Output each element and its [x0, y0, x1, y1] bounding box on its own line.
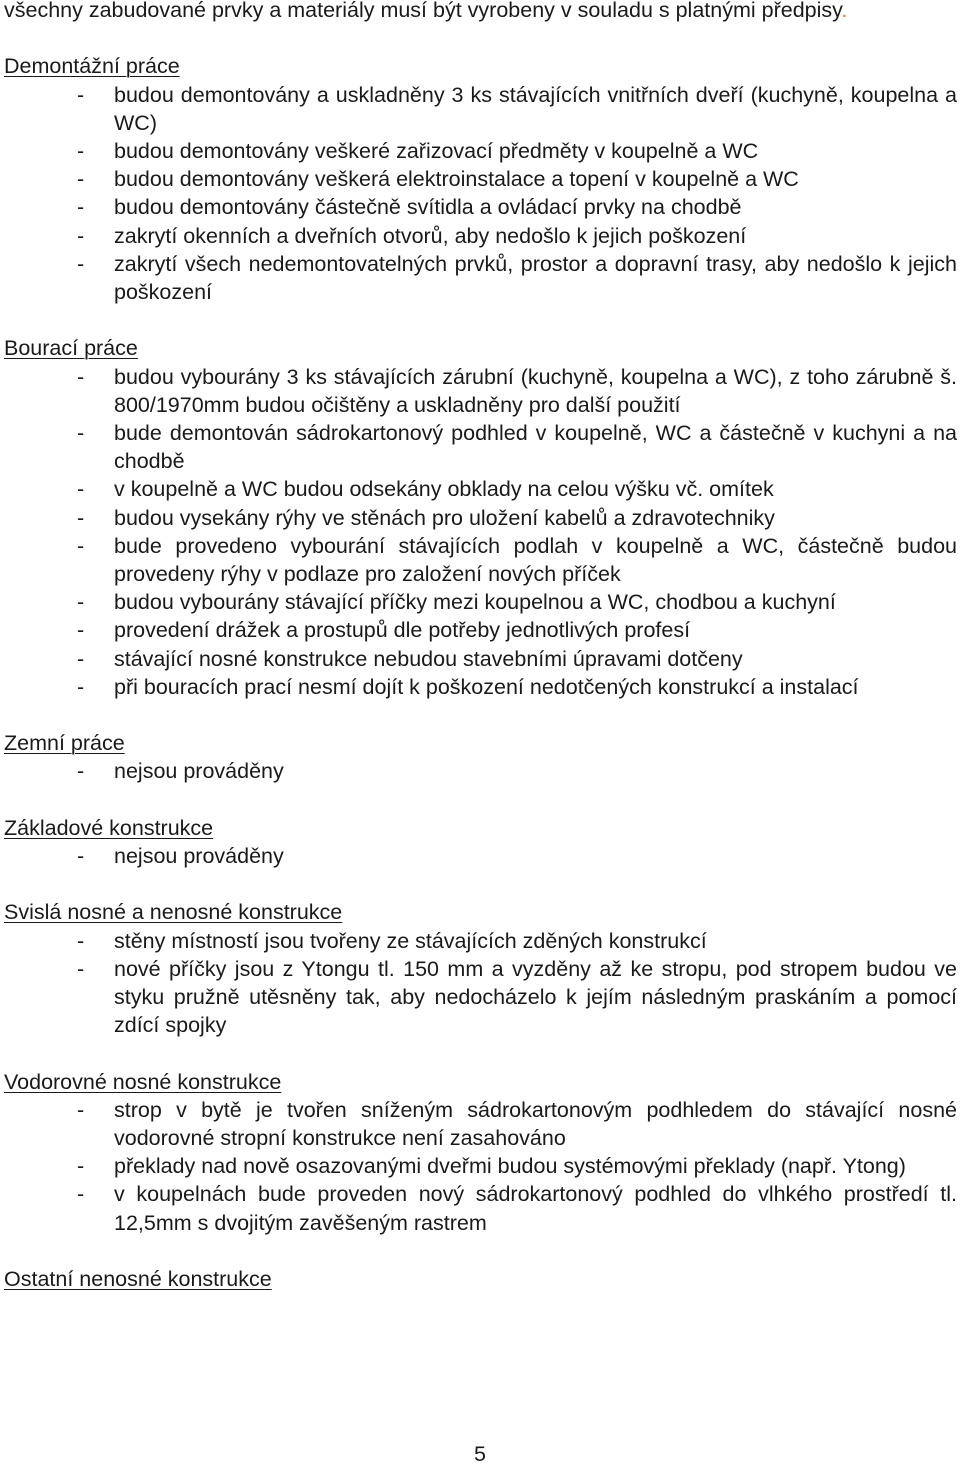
dash-bullet: - [77, 1182, 85, 1207]
list-item [4, 363, 957, 419]
dash-bullet: - [77, 759, 85, 784]
bullet-list [4, 81, 957, 307]
list-item-text: budou demontovány veškerá elektroinstalace a topení v koupelně a WC [114, 167, 799, 192]
list-item-text: stěny místností jsou tvořeny ze stávajících zděných konstrukcí [114, 928, 707, 953]
bullet-list [4, 757, 957, 785]
intro-text: všechny zabudované prvky a materiály musí být vyrobeny v souladu s platnými předpisy [4, 0, 842, 22]
list-item [4, 193, 957, 221]
dash-bullet: - [77, 167, 85, 192]
section-heading: Základové konstrukce [4, 815, 214, 840]
section-heading: Vodorovné nosné konstrukce [4, 1069, 282, 1094]
section-heading: Ostatní nenosné konstrukce [4, 1267, 272, 1292]
list-item [4, 955, 957, 1040]
list-item [4, 137, 957, 165]
dash-bullet: - [77, 844, 85, 869]
dash-bullet: - [77, 646, 85, 671]
dash-bullet: - [77, 477, 85, 502]
dash-bullet: - [77, 590, 85, 615]
dash-bullet: - [77, 195, 85, 220]
list-item-text: strop v bytě je tvořen sníženým sádrokartonovým podhledem do stávající nosné vodorovné stropní konstrukce není zasahováno [114, 1097, 957, 1151]
dash-bullet: - [77, 533, 85, 558]
dash-bullet: - [77, 251, 85, 276]
section-heading: Bourací práce [4, 336, 138, 361]
list-item [4, 1096, 957, 1152]
list-item [4, 927, 957, 955]
section-bouraci [4, 334, 957, 701]
list-item [4, 842, 957, 870]
list-item [4, 532, 957, 588]
document-page [4, 0, 957, 1321]
list-item [4, 165, 957, 193]
section-zemni [4, 729, 957, 785]
dash-bullet: - [77, 139, 85, 163]
list-item-text: nejsou prováděny [114, 844, 284, 869]
list-item [4, 222, 957, 250]
list-item [4, 645, 957, 673]
list-item-text: v koupelnách bude proveden nový sádrokartonový podhled do vlhkého prostředí tl. 12,5mm s dvojitým zavěšeným rastrem [114, 1182, 957, 1235]
bullet-list [4, 1096, 957, 1237]
intro-paragraph [4, 0, 957, 24]
list-item [4, 419, 957, 475]
list-item-text: budou vybourány stávající příčky mezi koupelnou a WC, chodbou a kuchyní [114, 590, 836, 615]
list-item-text: stávající nosné konstrukce nebudou stavebními úpravami dotčeny [114, 646, 743, 671]
list-item [4, 504, 957, 532]
section-zakladove [4, 814, 957, 870]
list-item [4, 1180, 957, 1236]
section-svisle [4, 898, 957, 1039]
section-heading: Svislá nosné a nenosné konstrukce [4, 900, 343, 925]
list-item-text: v koupelně a WC budou odsekány obklady na celou výšku vč. omítek [114, 477, 774, 502]
list-item-text: zakrytí všech nedemontovatelných prvků, prostor a dopravní trasy, aby nedošlo k jejich poškození [114, 251, 957, 305]
list-item-text: provedení drážek a prostupů dle potřeby jednotlivých profesí [114, 618, 691, 643]
list-item-text: bude demontován sádrokartonový podhled v koupelně, WC a částečně v kuchyni a na chodbě [114, 421, 957, 474]
section-heading: Zemní práce [4, 731, 125, 756]
dash-bullet: - [77, 223, 85, 248]
dash-bullet: - [77, 674, 85, 699]
list-item-text: při bouracích prací nesmí dojít k poškození nedotčených konstrukcí a instalací [114, 674, 859, 699]
bullet-list [4, 842, 957, 870]
dash-bullet: - [77, 364, 85, 389]
list-item-text: nové příčky jsou z Ytongu tl. 150 mm a vyzděny až ke stropu, pod stropem budou ve styku pružně utěsněny tak, aby nedocházelo k jejím následným praskáním a pomocí zdící spojky [114, 956, 957, 1038]
list-item-text: budou demontovány a uskladněny 3 ks stávajících vnitřních dveří (kuchyně, koupelna a WC) [114, 82, 957, 135]
list-item [4, 1152, 957, 1180]
section-demontazni [4, 52, 957, 306]
dash-bullet: - [77, 1154, 85, 1179]
list-item [4, 81, 957, 137]
list-item-text: překlady nad nově osazovanými dveřmi budou systémovými překlady (např. Ytong) [114, 1154, 906, 1179]
list-item [4, 673, 957, 701]
list-item [4, 757, 957, 785]
intro-period: . [841, 0, 848, 22]
list-item-text: bude provedeno vybourání stávajících podlah v koupelně a WC, částečně budou provedeny rýhy v podlaze pro založení nových příček [114, 533, 957, 587]
bullet-list [4, 363, 957, 701]
list-item-text: zakrytí okenních a dveřních otvorů, aby nedošlo k jejich poškození [114, 223, 747, 248]
dash-bullet: - [77, 421, 85, 446]
page-number: 5 [474, 1442, 486, 1466]
list-item [4, 475, 957, 503]
list-item-text: budou vybourány 3 ks stávajících zárubní (kuchyně, koupelna a WC), z toho zárubně š. 800/1970mm budou očištěny a uskladněny pro další použití [114, 364, 957, 417]
dash-bullet: - [77, 956, 85, 981]
list-item-text: budou vysekány rýhy ve stěnách pro uložení kabelů a zdravotechniky [114, 505, 775, 530]
section-ostatni [4, 1265, 957, 1293]
sections-container [4, 52, 957, 1293]
list-item-text: nejsou prováděny [114, 759, 284, 784]
dash-bullet: - [77, 505, 85, 530]
list-item [4, 250, 957, 306]
list-item-text: budou demontovány částečně svítidla a ovládací prvky na chodbě [114, 195, 742, 220]
dash-bullet: - [77, 1097, 85, 1122]
dash-bullet: - [77, 618, 85, 643]
list-item [4, 616, 957, 644]
list-item [4, 588, 957, 616]
list-item-text: budou demontovány veškeré zařizovací předměty v koupelně a WC [114, 139, 759, 163]
section-heading: Demontážní práce [4, 54, 180, 79]
dash-bullet: - [77, 82, 85, 107]
bullet-list [4, 927, 957, 1040]
dash-bullet: - [77, 928, 85, 953]
section-vodorovne [4, 1068, 957, 1237]
